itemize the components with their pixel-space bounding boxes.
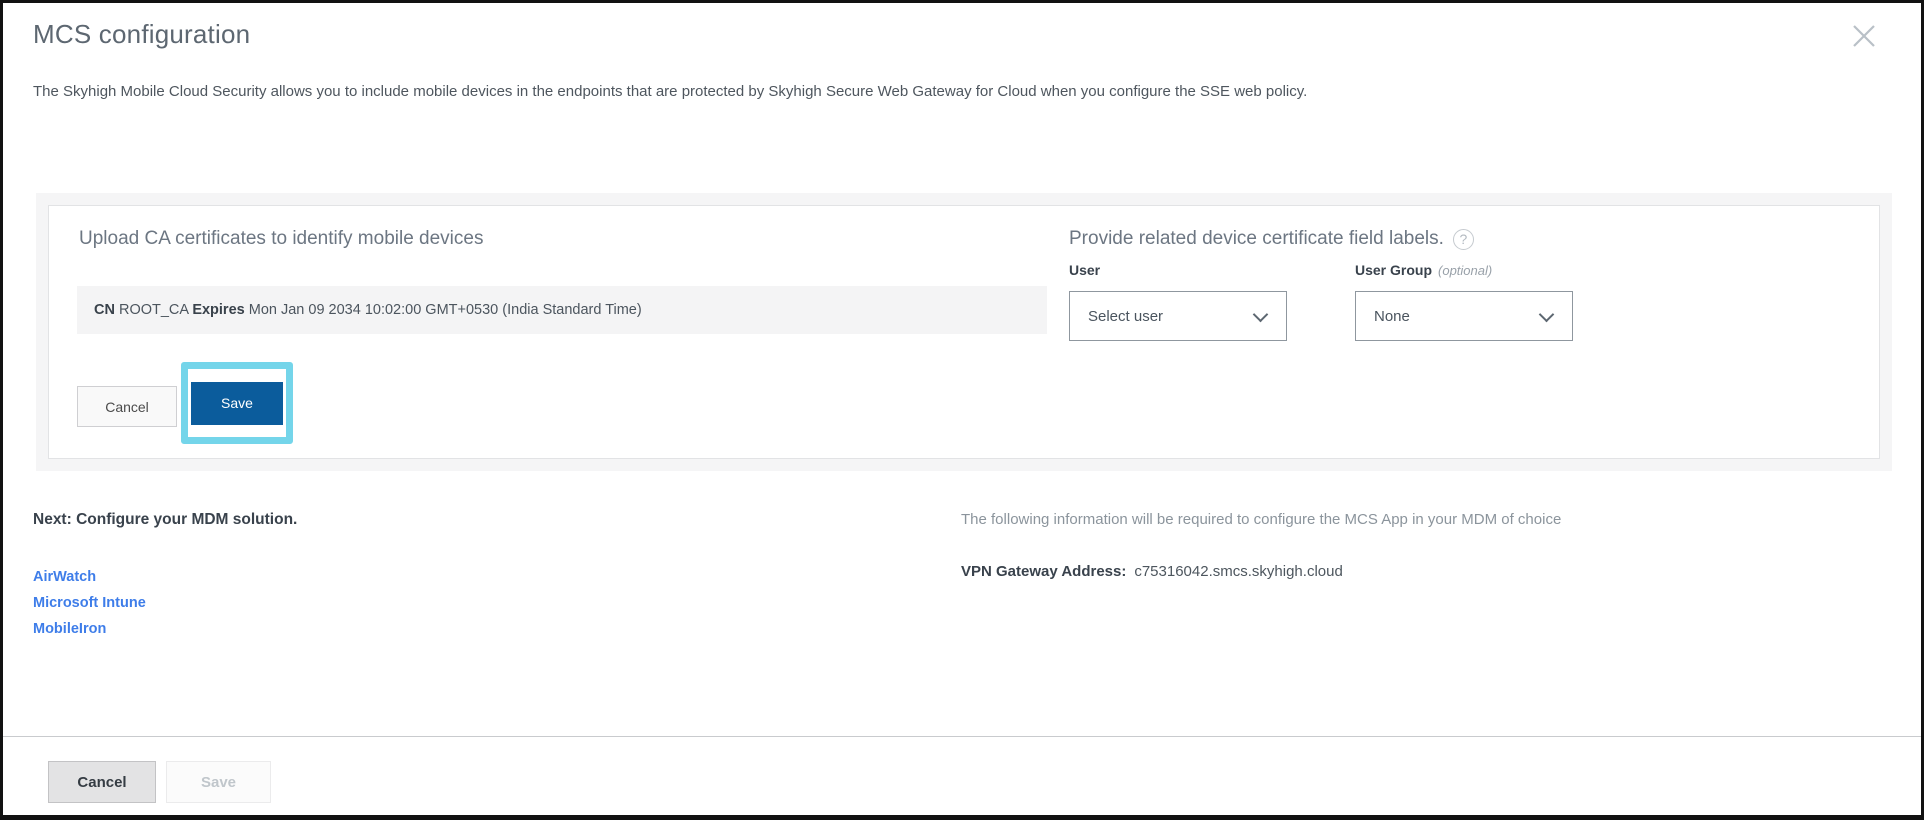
footer-save-button[interactable]: Save xyxy=(166,761,271,803)
cert-expires-label: Expires xyxy=(192,302,245,318)
help-icon[interactable]: ? xyxy=(1453,229,1474,250)
configuration-panel-inner xyxy=(48,205,1880,459)
chevron-down-icon xyxy=(1539,307,1555,323)
cert-expires-value: Mon Jan 09 2034 10:02:00 GMT+0530 (India Standard Time) xyxy=(248,302,642,318)
user-group-select-dropdown[interactable] xyxy=(1355,291,1573,341)
user-select-value: Select user xyxy=(1088,307,1164,325)
user-group-select-value: None xyxy=(1374,307,1410,325)
cert-cn-value: ROOT_CA xyxy=(118,302,189,318)
labels-section-heading xyxy=(1069,228,1474,250)
save-button[interactable]: Save xyxy=(191,382,283,425)
mdm-info-text: The following information will be required to configure the MCS App in your MDM of choice xyxy=(961,511,1562,528)
cancel-button[interactable]: Cancel xyxy=(77,386,177,427)
vpn-gateway-line xyxy=(961,563,1343,580)
user-group-field-label xyxy=(1355,262,1492,278)
upload-section-heading: Upload CA certificates to identify mobile devices xyxy=(79,228,484,249)
user-select-dropdown[interactable] xyxy=(1069,291,1287,341)
close-icon[interactable] xyxy=(1847,19,1881,53)
dialog-description: The Skyhigh Mobile Cloud Security allows you to include mobile devices in the endpoints that are protected by Skyhigh Secure Web Gateway for Cloud when you configure the SSE web policy. xyxy=(33,83,1308,100)
footer-divider xyxy=(3,736,1921,737)
vpn-gateway-value: c75316042.smcs.skyhigh.cloud xyxy=(1134,563,1343,580)
user-group-label-text: User Group xyxy=(1355,262,1433,278)
optional-note: (optional) xyxy=(1438,263,1493,278)
certificate-row xyxy=(77,286,1047,334)
link-mobileiron[interactable]: MobileIron xyxy=(33,621,107,637)
save-button-highlight xyxy=(181,362,293,444)
chevron-down-icon xyxy=(1253,307,1269,323)
link-airwatch[interactable]: AirWatch xyxy=(33,569,97,585)
vpn-gateway-label: VPN Gateway Address: xyxy=(961,563,1127,580)
user-field-label: User xyxy=(1069,262,1101,278)
mdm-next-heading: Next: Configure your MDM solution. xyxy=(33,511,298,528)
footer-cancel-button[interactable]: Cancel xyxy=(48,761,156,803)
labels-heading-text: Provide related device certificate field labels. xyxy=(1069,228,1444,249)
close-x-glyph xyxy=(1851,23,1877,49)
link-microsoft-intune[interactable]: Microsoft Intune xyxy=(33,595,146,611)
page-title: MCS configuration xyxy=(33,19,251,49)
cert-cn-label: CN xyxy=(94,302,115,318)
configuration-panel xyxy=(36,193,1892,471)
